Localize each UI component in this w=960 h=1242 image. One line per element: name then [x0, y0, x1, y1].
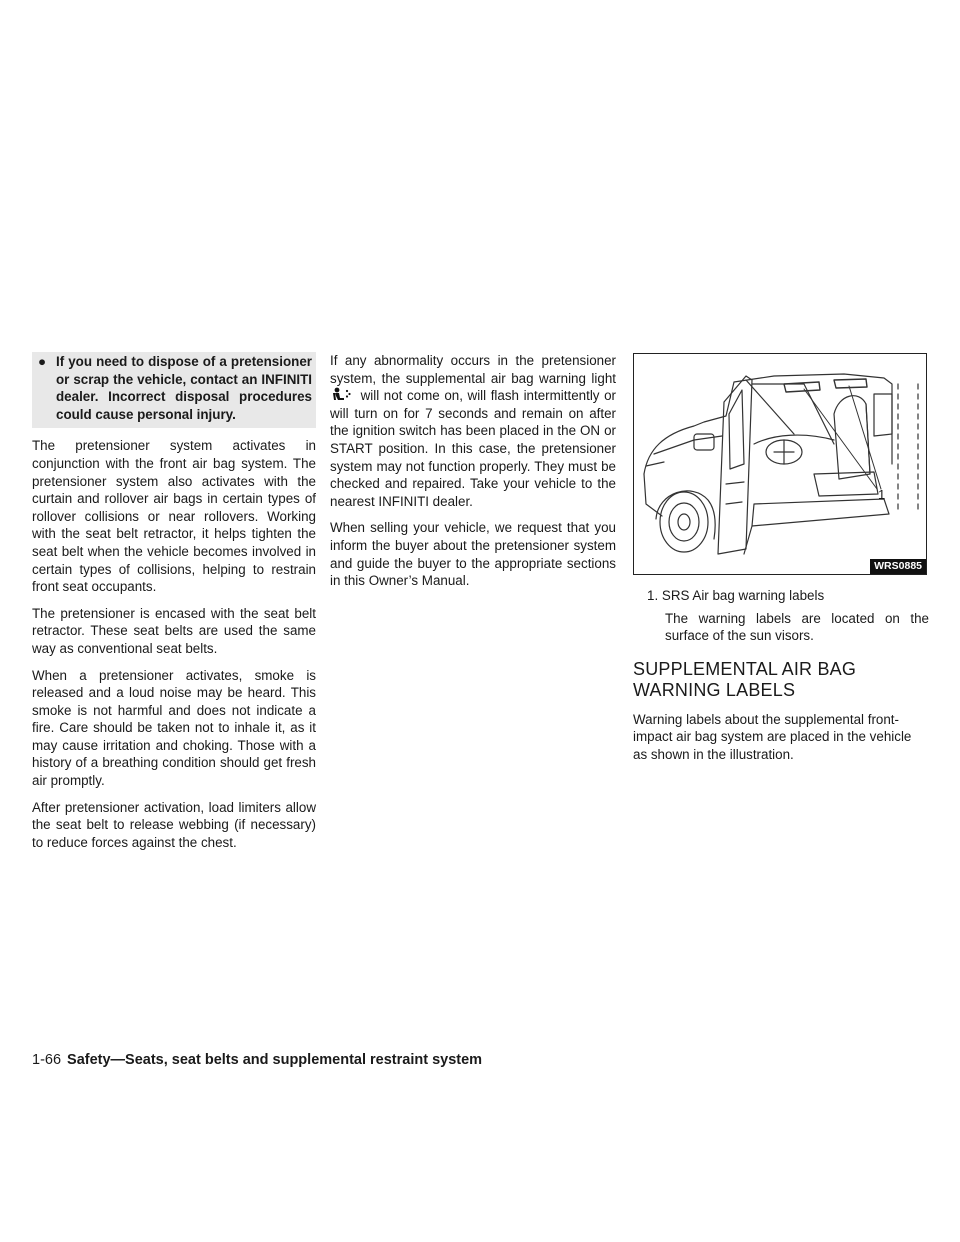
page-footer	[32, 1052, 482, 1068]
paragraph: After pretensioner activation, load limiters allow the seat belt to release webbing (if necessary) to reduce forces against the chest.	[32, 799, 316, 850]
column-left	[32, 352, 316, 860]
paragraph: The pretensioner is encased with the seat belt retractor. These seat belts are used the same way as conventional seat belts.	[32, 605, 316, 656]
warning-text: If you need to dispose of a pretensioner or scrap the vehicle, contact an INFINITI dealer. Incorrect disposal procedures could cause personal injury.	[56, 354, 312, 422]
column-right	[633, 352, 929, 764]
caption-item: 1. SRS Air bag warning labels	[647, 588, 825, 603]
airbag-warning-light-icon	[330, 387, 356, 403]
paragraph: The pretensioner system activates in conjunction with the front air bag system. The pretensioner system also activates with the curtain and rollover air bags in certain types of rollover collisions or near rollovers. Working with the seat belt retractor, it helps tighten the seat belt when the vehicle becomes involved in certain types of collisions, helping to restrain front seat occupants.	[32, 438, 316, 595]
section-heading	[633, 659, 929, 701]
paragraph: Warning labels about the supplemental front-impact air bag system are placed in the vehicle as shown in the illustration.	[633, 711, 912, 762]
warning-box	[32, 352, 316, 428]
column-middle	[330, 352, 616, 599]
paragraph	[330, 352, 616, 510]
paragraph: When a pretensioner activates, smoke is released and a loud noise may be heard. This smoke is not harmful and does not indicate a fire. Care should be taken not to inhale it, as it may cause irritation and choking. Those with a history of a breathing condition should get fresh air promptly.	[32, 667, 316, 789]
bullet-icon: ●	[38, 354, 47, 369]
caption-description: The warning labels are located on the surface of the sun visors.	[665, 610, 929, 644]
figure-id: WRS0885	[870, 559, 926, 574]
callout-number: 1	[878, 487, 886, 502]
vehicle-door-open-drawing	[634, 354, 926, 574]
paragraph: When selling your vehicle, we request that you inform the buyer about the pretensioner system and guide the buyer to the appropriate sections in this Owner’s Manual.	[330, 520, 616, 589]
paragraph-text: If any abnormality occurs in the pretensioner system, the supplemental air bag warning light	[330, 353, 616, 386]
page-number: 1-66	[32, 1052, 62, 1068]
vehicle-interior-illustration	[633, 353, 927, 575]
chapter-title: Safety—Seats, seat belts and supplemental restraint system	[67, 1052, 483, 1068]
section-heading-line: WARNING LABELS	[633, 679, 796, 700]
figure-caption	[633, 587, 929, 645]
section-heading-line: SUPPLEMENTAL AIR BAG	[633, 658, 857, 679]
paragraph-text: will not come on, will flash intermittently or will turn on for 7 seconds and remain on after the ignition switch has been placed in the ON or START position. In this case, the pretensioner system may not function properly. They must be checked and repaired. Take your vehicle to the nearest INFINITI dealer.	[330, 388, 616, 509]
